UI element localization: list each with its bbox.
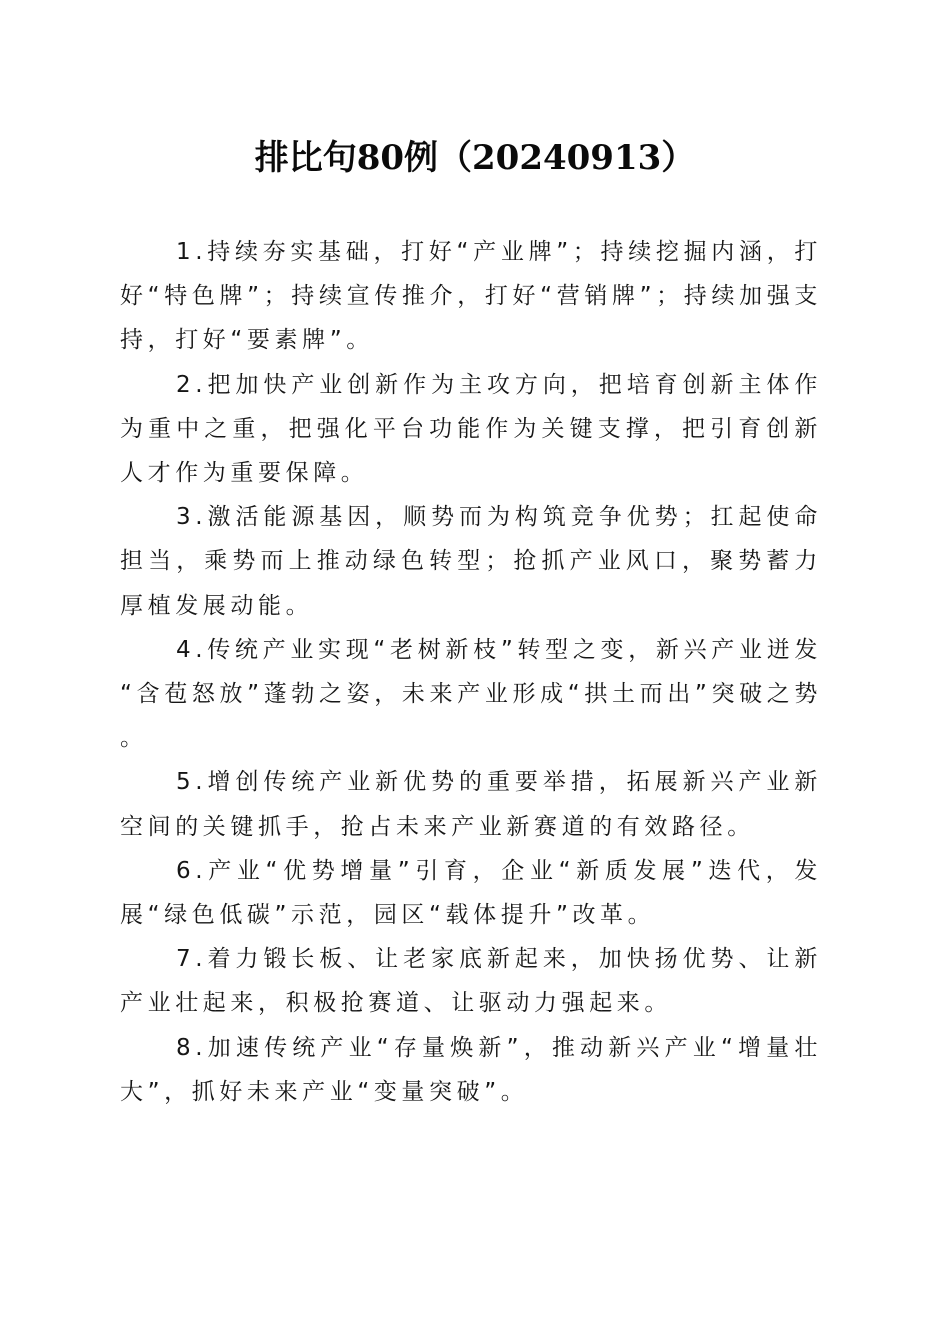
paragraph-6: 6.产业“优势增量”引育，企业“新质发展”迭代，发展“绿色低碳”示范，园区“载体提升”改革。: [120, 857, 822, 929]
paragraph-1: 1.持续夯实基础，打好“产业牌”；持续挖掘内涵，打好“特色牌”；持续宣传推介，打好“营销牌”；持续加强支持，打好“要素牌”。: [120, 239, 822, 354]
paragraph-3: 3.激活能源基因，顺势而为构筑竞争优势；扛起使命担当，乘势而上推动绿色转型；抢抓产业风口，聚势蓄力厚植发展动能。: [120, 504, 822, 619]
paragraph-5: 5.增创传统产业新优势的重要举措，拓展新兴产业新空间的关键抓手，抢占未来产业新赛道的有效路径。: [120, 769, 822, 840]
paragraph-4: 4.传统产业实现“老树新枝”转型之变，新兴产业迸发“含苞怒放”蓬勃之姿，未来产业形成“拱土而出”突破之势。: [120, 636, 822, 752]
paragraph-8: 8.加速传统产业“存量焕新”，推动新兴产业“增量壮大”，抓好未来产业“变量突破”。: [120, 1034, 822, 1105]
paragraph-2: 2.把加快产业创新作为主攻方向，把培育创新主体作为重中之重，把强化平台功能作为关键支撑，把引育创新人才作为重要保障。: [120, 371, 822, 487]
document-title: 排比句80例（20240913）: [254, 138, 696, 178]
paragraph-7: 7.着力锻长板、让老家底新起来，加快扬优势、让新产业壮起来，积极抢赛道、让驱动力强起来。: [120, 946, 822, 1017]
document-body: [120, 230, 822, 1114]
